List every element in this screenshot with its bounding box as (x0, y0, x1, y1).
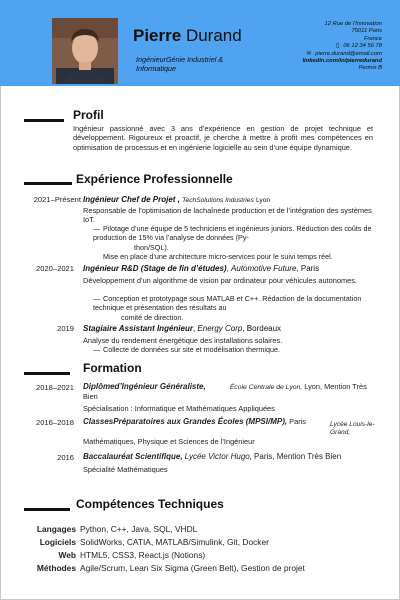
education-heading: Formation (83, 361, 142, 375)
contact-block (242, 21, 382, 73)
education-divider (24, 372, 70, 375)
edu-2-degree: ClassesPréparatoires aux Grandes Écoles (MPSI/MP), (83, 417, 288, 426)
job-title: IngénieurGénie Industriel & Informatique (136, 55, 224, 73)
job-2-role: Ingénieur R&D (Stage de fin d’études) (83, 264, 227, 273)
edu-2-school: Lycée Louis-le-Grand, (330, 421, 375, 436)
profile-divider (24, 119, 64, 122)
edu-1-spec: Spécialisation : Informatique et Mathématiques Appliquées (83, 404, 275, 413)
skills-heading: Compétences Techniques (76, 497, 224, 511)
skill-label-langages: Langages (36, 524, 76, 534)
skill-label-logiciels: Logiciels (39, 537, 76, 547)
profile-text: Ingénieur passionné avec 3 ans d’expérience en gestion de projet technique et développement. Rigoureux et proactif, je cherche à mettre à profit mes compétences en optimisation de processus et en ingénierie logicielle au sein d’une équipe dynamique. (73, 124, 373, 152)
skill-value-logiciels: SolidWorks, CATIA, MATLAB/Simulink, Git, Docker (80, 537, 269, 547)
edu-1-degree: Diplômed’Ingénieur Généraliste, (83, 382, 206, 391)
job-2-description: Développement d’un algorithme de vision par ordinateur pour véhicules autonomes. (83, 276, 358, 285)
job-1-date: 2021–Présent (33, 195, 81, 204)
job-3-description: Analyse du rendement énergétique des installations solaires. (83, 336, 283, 345)
job-3-header: Stagiaire Assistant Ingénieur, Energy Corp, Bordeaux (83, 324, 282, 333)
skills-divider (24, 508, 70, 511)
address-line-1: 12 Rue de l'Innovation (324, 21, 382, 27)
skill-value-langages: Python, C++, Java, SQL, VHDL (80, 524, 198, 534)
experience-divider (24, 182, 72, 185)
job-1-bullet-3: Mise en place d’une architecture micro-services pour le suivi temps réel. (103, 252, 333, 261)
edu-3-date: 2016 (57, 453, 74, 462)
edu-3-degree: Baccalauréat Scientifique, (83, 452, 183, 461)
job-3-date: 2019 (57, 324, 74, 333)
edu-2-detail: Paris (289, 417, 306, 426)
phone-number: 06 12 34 56 78 (343, 43, 382, 50)
edu-1-date: 2018–2021 (35, 383, 74, 392)
address-line-3: France (363, 35, 382, 42)
last-name: Durand (185, 26, 242, 45)
edu-3-spec: Spécialité Mathématiques (83, 465, 168, 474)
job-1-bullet-1: — Pilotage d’une équipe de 5 techniciens et ingénieurs juniors. Réduction des coûts de production de 15% via l’analyse de données (Py- (93, 224, 372, 243)
job-1-bullet-2: thon/SQL). (134, 243, 169, 252)
edu-3-entry (83, 452, 383, 461)
job-2-bullet-2: comité de direction. (121, 313, 184, 322)
phone-icon: ▯ (336, 43, 340, 50)
job-1-header (83, 195, 270, 204)
job-3-company: Energy Corp (197, 324, 243, 333)
edu-2-entry (83, 417, 328, 426)
job-1-location: Lyon (255, 197, 271, 204)
skill-label-web: Web (58, 550, 76, 560)
edu-1-school: École Centrale de Lyon, (229, 384, 303, 391)
job-2-header: Ingénieur R&D (Stage de fin d’études), Automotive Future, Paris (83, 264, 320, 273)
edu-2-spec: Mathématiques, Physique et Sciences de l’Ingénieur (83, 437, 255, 446)
job-3-role: Stagiaire Assistant Ingénieur (83, 324, 193, 333)
driving-license: Permis B (358, 65, 382, 72)
job-2-location: Paris (300, 264, 320, 273)
skill-value-web: HTML5, CSS3, React.js (Notions) (80, 550, 206, 560)
edu-3-detail: Paris, Mention Très Bien (254, 452, 342, 461)
person-name (133, 26, 242, 46)
job-3-location: Bordeaux (246, 324, 282, 333)
address-line-2: 75011 Paris (351, 28, 382, 35)
first-name: Pierre (133, 26, 182, 45)
job-1-description: Responsable de l’optimisation de lachaînede production et de l’intégration des systèmes IoT. (83, 206, 372, 225)
job-2-company: Automotive Future (231, 264, 297, 273)
email-link[interactable]: pierre.durand@email.com (315, 50, 382, 57)
profile-heading: Profil (73, 108, 104, 122)
skill-label-methodes: Méthodes (36, 563, 76, 573)
job-2-date: 2020–2021 (35, 264, 74, 273)
edu-1-entry (83, 382, 383, 402)
linkedin-link[interactable]: linkedin.com/in/pierredurand (302, 58, 382, 65)
job-1-company: TechSolutions Industries (182, 197, 254, 204)
mail-icon: ✉ (306, 50, 312, 57)
job-1-role: Ingénieur Chef de Projet , (83, 195, 180, 204)
job-2-bullet-1: — Conception et prototypage sous MATLAB et C++. Rédaction de la documentation technique et présentation des résultats au (93, 294, 362, 313)
edu-1-detail: Lyon, Mention Très Bien (83, 382, 367, 402)
skill-value-methodes: Agile/Scrum, Lean Six Sigma (Green Belt), Gestion de projet (80, 563, 305, 573)
edu-3-school: Lycée Victor Hugo, (184, 452, 252, 461)
profile-photo (52, 18, 118, 84)
experience-heading: Expérience Professionnelle (76, 172, 233, 186)
job-3-bullet-1: — Collecte de données sur site et modélisation thermique. (93, 345, 280, 354)
edu-2-date: 2016–2018 (35, 418, 74, 427)
